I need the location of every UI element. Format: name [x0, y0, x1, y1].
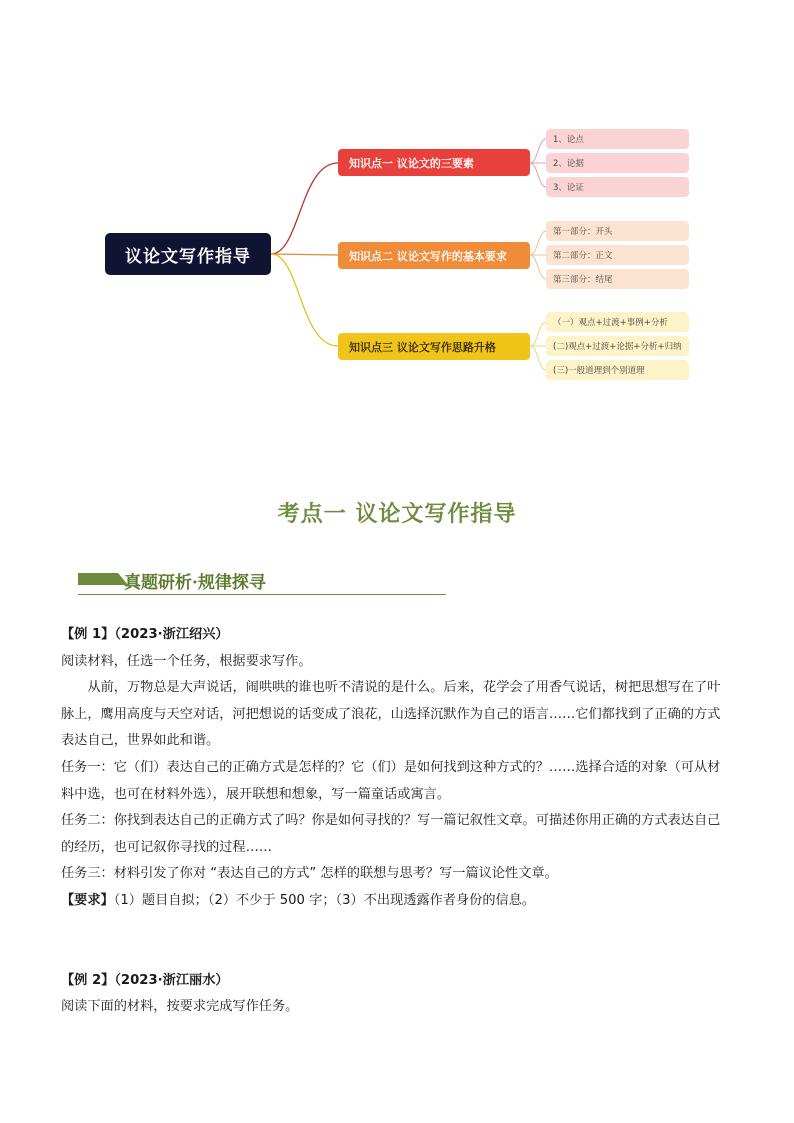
document-body [61, 622, 721, 1021]
mind-map-leaf: 2、论据 [546, 153, 689, 173]
mind-map [0, 0, 794, 420]
subhead-bar [78, 573, 128, 585]
example-2-heading [61, 968, 721, 995]
example-label: 【例 1】 [61, 627, 115, 642]
example-1-heading [61, 622, 721, 649]
example-1-task-1: 任务一：它（们）表达自己的正确方式是怎样的？它（们）是如何找到这种方式的？……选择合适的对象（可从材料中选，也可在材料外选），展开联想和想象，写一篇童话或寓言。 [61, 759, 721, 802]
requirements-label: 【要求】 [61, 892, 114, 908]
example-source: （2023·浙江丽水） [114, 972, 229, 988]
mind-map-leaf: 第三部分：结尾 [546, 269, 689, 289]
mind-map-leaf: (二)观点+过渡+论据+分析+归纳 [546, 336, 689, 356]
subhead-text: 真题研析·规律探寻 [124, 573, 266, 593]
mind-map-leaf: 第一部分：开头 [546, 221, 689, 241]
mind-map-root: 议论文写作指导 [105, 233, 271, 275]
example-1-requirements [61, 888, 721, 915]
mind-map-leaf: 1、论点 [546, 129, 689, 149]
example-1-task-3: 任务三：材料引发了你对 “表达自己的方式” 怎样的联想与思考？写一篇议论性文章。 [61, 866, 558, 882]
mind-map-branch-2: 知识点二 议论文写作的基本要求 [338, 242, 530, 269]
mind-map-leaf: 第二部分：正文 [546, 245, 689, 265]
example-source: （2023·浙江绍兴） [114, 627, 229, 642]
example-2-intro: 阅读下面的材料，按要求完成写作任务。 [61, 999, 299, 1015]
example-1-material: 从前，万物总是大声说话，闹哄哄的谁也听不清说的是什么。后来，花学会了用香气说话，树把思想写在了叶脉上，鹰用高度与天空对话，河把想说的话变成了浪花，山选择沉默作为自己的语言……它们都找到了正确的方式表达自己，世界如此和谐。 [61, 680, 721, 749]
example-1-task-2: 任务二：你找到表达自己的正确方式了吗？你是如何寻找的？写一篇记叙性文章。可描述你用正确的方式表达自己的经历，也可记叙你寻找的过程…… [61, 813, 721, 855]
example-1-intro: 阅读材料，任选一个任务，根据要求写作。 [61, 653, 312, 669]
subhead [78, 566, 446, 595]
example-label: 【例 2】 [61, 972, 115, 988]
section-title: 考点一 议论文写作指导 [277, 502, 517, 527]
requirements-text: （1）题目自拟；（2）不少于 500 字；（3）不出现透露作者身份的信息。 [113, 892, 536, 908]
mind-map-branch-1: 知识点一 议论文的三要素 [338, 149, 530, 176]
mind-map-branch-3: 知识点三 议论文写作思路升格 [338, 333, 530, 360]
mind-map-leaf: (三)一般道理到个别道理 [546, 360, 689, 380]
mind-map-leaf: 3、论证 [546, 177, 689, 197]
mind-map-leaf: （一）观点+过渡+事例+分析 [546, 312, 689, 332]
